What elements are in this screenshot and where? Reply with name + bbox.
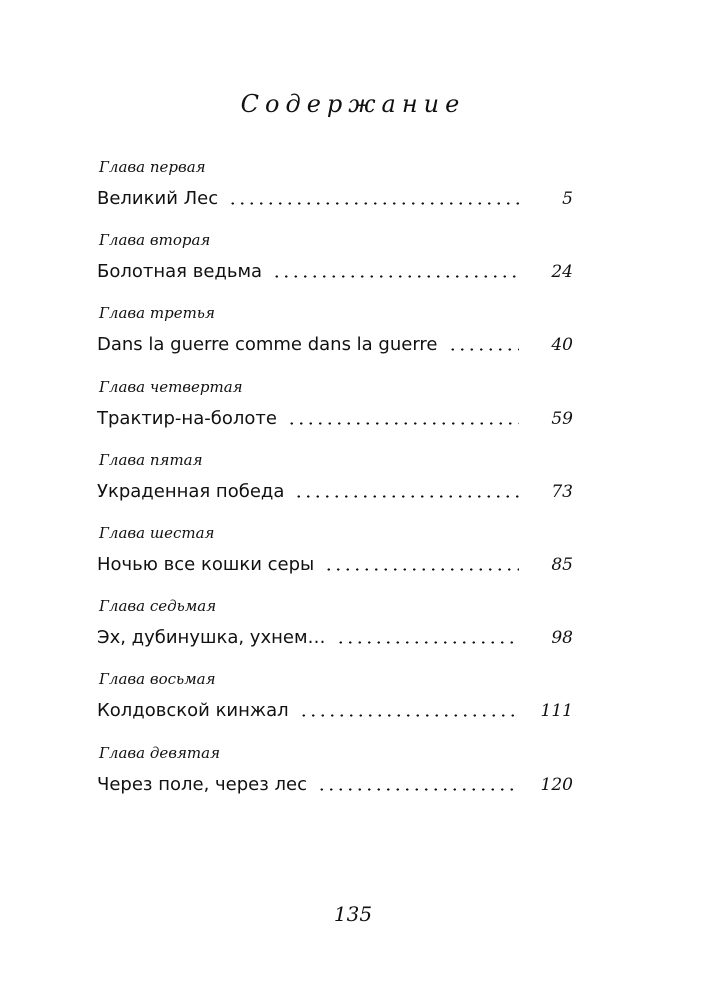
- toc-entry: [97, 519, 573, 592]
- toc-line: [97, 769, 573, 797]
- folio-page-number: 135: [333, 902, 373, 926]
- dot-leader: [317, 788, 519, 791]
- toc-line: [97, 256, 573, 284]
- table-of-contents: [97, 153, 573, 812]
- toc-entry: [97, 665, 573, 738]
- dot-leader: [228, 202, 519, 205]
- page-number: 73: [551, 481, 573, 502]
- chapter-title: Великий Лес: [97, 188, 219, 209]
- toc-line: [97, 329, 573, 357]
- chapter-label: Глава третья: [99, 304, 215, 323]
- dot-leader: [294, 495, 519, 498]
- chapter-label: Глава шестая: [99, 523, 215, 542]
- toc-line: [97, 183, 573, 211]
- chapter-label: Глава восьмая: [99, 670, 216, 689]
- dot-leader: [287, 422, 519, 425]
- toc-entry: [97, 592, 573, 665]
- toc-entry: [97, 299, 573, 372]
- chapter-title: Трактир-на-болоте: [97, 407, 277, 429]
- chapter-title: Эх, дубинушка, ухнем…: [97, 627, 326, 649]
- page-number: 85: [551, 554, 573, 575]
- chapter-title: Колдовской кинжал: [97, 700, 289, 722]
- toc-entry: [97, 153, 573, 226]
- chapter-title: Ночью все кошки серы: [97, 553, 315, 575]
- toc-line: [97, 476, 573, 504]
- page-number: 120: [540, 774, 573, 795]
- chapter-label: Глава четвертая: [99, 377, 243, 396]
- chapter-title: Украденная победа: [97, 480, 285, 502]
- chapter-label: Глава седьмая: [99, 597, 217, 616]
- chapter-title: Через поле, через лес: [97, 773, 307, 795]
- chapter-label: Глава пятая: [99, 450, 203, 469]
- toc-line: [97, 695, 573, 723]
- dot-leader: [336, 641, 519, 644]
- toc-entry: [97, 373, 573, 446]
- page-number: 5: [562, 189, 573, 209]
- dot-leader: [448, 348, 519, 351]
- chapter-label: Глава первая: [99, 158, 206, 176]
- page-title: Содержание: [240, 90, 466, 118]
- dot-leader: [324, 568, 519, 571]
- chapter-label: Глава вторая: [99, 231, 211, 250]
- dot-leader: [299, 714, 519, 717]
- toc-entry: [97, 226, 573, 299]
- page-number: 24: [551, 262, 573, 283]
- toc-line: [97, 622, 573, 650]
- toc-entry: [97, 446, 573, 519]
- toc-line: [97, 549, 573, 577]
- page-number: 40: [551, 335, 573, 356]
- chapter-title: Dans la guerre comme dans la guerre: [97, 334, 438, 356]
- chapter-label: Глава девятая: [99, 743, 221, 762]
- page-number: 111: [540, 701, 573, 722]
- page-number: 98: [551, 628, 573, 649]
- toc-entry: [97, 739, 573, 812]
- chapter-title: Болотная ведьма: [97, 261, 263, 283]
- page-number: 59: [551, 408, 573, 429]
- dot-leader: [272, 275, 519, 278]
- toc-line: [97, 403, 573, 431]
